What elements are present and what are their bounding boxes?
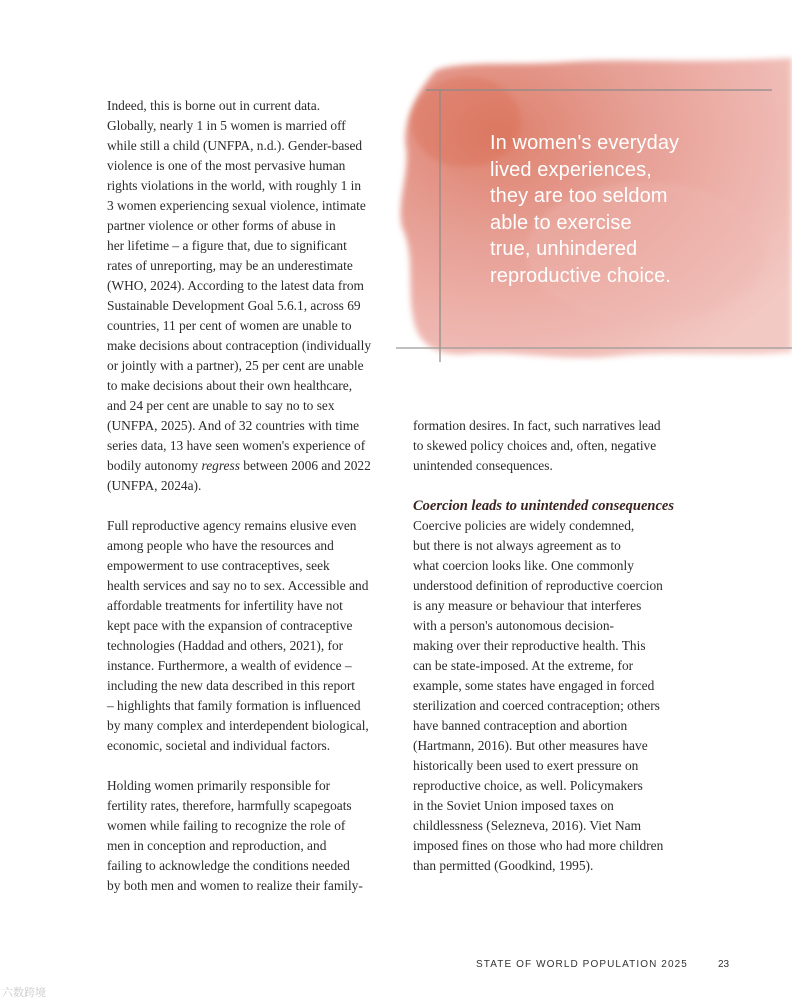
line-with-italic: bodily autonomy regress between 2006 and 2022 — [107, 458, 371, 473]
pull-quote-line: In women's everyday — [490, 132, 680, 154]
page-number: 23 — [718, 959, 730, 970]
pull-quote-text — [490, 130, 710, 290]
paragraph-current-data: Indeed, this is borne out in current data. Globally, nearly 1 in 5 women is married off while still a child (UNFPA, n.d.). Gender-based violence is one of the most pervasive human rights violations in the world, with roughly 1 in 3 women experiencing sexual violence, intimate partner violence or other forms of abuse in her lifetime – a figure that, due to significant rates of unreporting, may be an underestimate (WHO, 2024). According to the latest data from Sustainable Development Goal 5.6.1, across 69 countries, 11 per cent of women are unable to make decisions about contraception (individually or jointly with a partner), 25 per cent are unable to make decisions about their own healthcare, and 24 per cent are unable to say no to sex (UNFPA, 2025). And of 32 countries with time series data, 13 have seen women's experience of bodily autonomy regress between 2006 and 2022 (UNFPA, 2024a). — [107, 96, 392, 496]
pull-quote-line: reproductive choice. — [490, 264, 671, 287]
section-subheading: Coercion leads to unintended consequences — [413, 498, 675, 514]
paragraph-formation-desires: formation desires. In fact, such narratives lead to skewed policy choices and, often, negative unintended consequences. — [413, 418, 661, 473]
footer-publication-title: STATE OF WORLD POPULATION 2025 — [476, 959, 688, 970]
paragraph-coercion: Coercive policies are widely condemned, but there is not always agreement as to what coercion looks like. One commonly understood definition of reproductive coercion is any measure or behaviour that interferes with a person's autonomous decision- making over their reproductive health. This can be state-imposed. At the extreme, for example, some states have engaged in forced sterilization and coerced contraception; others have banned contraception and abortion (Hartmann, 2016). But other measures have historically been used to exert pressure on reproductive choice, as well. Policymakers in the Soviet Union imposed taxes on childlessness (Selezneva, 2016). Viet Nam imposed fines on those who had more children than permitted (Goodkind, 1995). — [413, 518, 664, 873]
pull-quote-line: lived experiences, — [490, 158, 652, 181]
watermark-logo: 六数跨境 — [2, 987, 46, 999]
pull-quote-line: true, unhindered — [490, 238, 638, 261]
right-column — [413, 416, 688, 876]
left-column — [107, 96, 392, 896]
italic-emphasis: regress — [201, 458, 240, 473]
paragraph-scapegoats: Holding women primarily responsible for fertility rates, therefore, harmfully scapegoats women while failing to recognize the role of men in conception and reproduction, and failing to acknowledge the conditions needed by both men and women to realize their family- — [107, 778, 363, 893]
paragraph-reproductive-agency: Full reproductive agency remains elusive even among people who have the resources and empowerment to use contraceptives, seek health services and say no to sex. Accessible and affordable treatments for infertility have not kept pace with the expansion of contraceptive technologies (Haddad and others, 2021), for instance. Furthermore, a wealth of evidence – including the new data described in this report – highlights that family formation is influenced by many complex and interdependent biological, economic, societal and individual factors. — [107, 518, 369, 753]
pull-quote-line: able to exercise — [490, 211, 632, 234]
pull-quote-line: they are too seldom — [490, 185, 668, 208]
pull-quote-callout — [396, 52, 792, 364]
